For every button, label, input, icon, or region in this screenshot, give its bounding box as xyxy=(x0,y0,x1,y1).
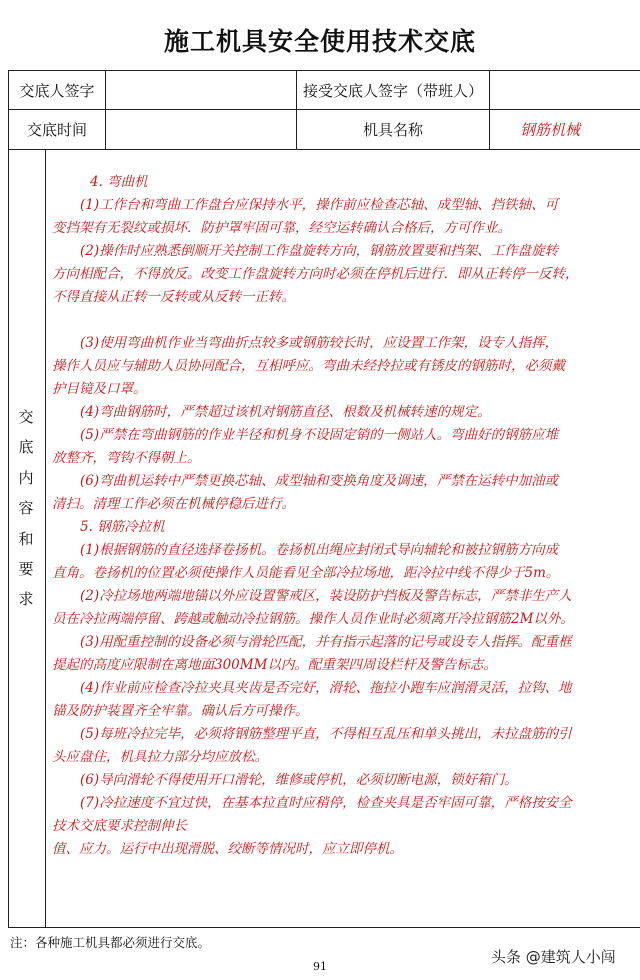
content-line: 不得直接从正转一反转或从反转一正转。 xyxy=(52,289,295,305)
side-label-char: 要 xyxy=(18,560,34,579)
content-requirements-label xyxy=(8,402,44,615)
content-line: (1)根据钢筋的直径选择卷扬机。卷扬机出绳应封闭式导向辅轮和被拉钢筋方向成 xyxy=(80,542,559,558)
content-line: (3)使用弯曲机作业当弯曲折点较多或钢筋较长时，应设置工作架，设专人指挥， xyxy=(80,335,559,351)
content-line: 清扫。清理工作必须在机械停稳后进行。 xyxy=(52,496,295,512)
content-line: (7)冷拉速度不宜过快，在基本拉直时应稍停，检查夹具是否牢固可靠，严格按安全 xyxy=(80,795,572,811)
machine-name-value: 钢筋机械 xyxy=(519,121,580,139)
content-line: (4)弯曲钢筋时，严禁超过该机对钢筋直径、根数及机械转速的规定。 xyxy=(80,404,491,420)
content-line: 直角。卷扬机的位置必须使操作人员能看见全部冷拉场地，距冷拉中线不得少于5m。 xyxy=(52,565,560,581)
receiver-sign-field[interactable] xyxy=(490,71,640,109)
section-heading-bending-machine: 4. 弯曲机 xyxy=(90,174,148,190)
side-label-char: 交 xyxy=(18,408,34,426)
content-line: (2)操作时应熟悉倒顺开关控制工作盘旋转方向，钢筋放置要和挡架、工作盘旋转 xyxy=(80,243,559,259)
document-title: 施工机具安全使用技术交底 xyxy=(163,27,476,56)
content-line: 护目镜及口罩。 xyxy=(52,381,147,397)
content-line: (2)冷拉场地两端地锚以外应设置警戒区，装设防护挡板及警告标志，严禁非生产人 xyxy=(80,588,572,604)
content-line: 技术交底要求控制伸长 xyxy=(52,818,187,834)
side-col-divider xyxy=(45,149,46,928)
content-line: 操作人员应与辅助人员协同配合，互相呼应。弯曲未经拎拉或有锈皮的钢筋时，必须戴 xyxy=(52,358,565,374)
content-line: (5)每班冷拉完毕，必须将钢筋整理平直，不得相互乱压和单头挑出，未拉盘筋的引 xyxy=(80,726,572,742)
content-line: (6)导向滑轮不得使用开口滑轮，维修或停机，必须切断电源，锁好箱门。 xyxy=(80,772,518,788)
footnote: 注：各种施工机具都必须进行交底。 xyxy=(10,935,211,950)
content-line: (5)严禁在弯曲钢筋的作业半径和机身不设固定销的一侧站人。弯曲好的钢筋应堆 xyxy=(80,427,559,443)
content-line: 锚及防护装置齐全牢靠。确认后方可操作。 xyxy=(52,703,309,719)
disclosure-time-label: 交底时间 xyxy=(26,121,87,139)
content-line: 变挡架有无裂纹或损坏．防护罩牢固可靠，经空运转确认合格后，方可作业。 xyxy=(52,220,511,236)
page-number: 91 xyxy=(313,960,327,973)
content-line: 头应盘住，机具拉力部分均应放松。 xyxy=(52,749,268,765)
side-label-char: 底 xyxy=(18,438,34,457)
content-line: (6)弯曲机运转中严禁更换芯轴、成型轴和变换角度及调速，严禁在运转中加油或 xyxy=(80,473,559,489)
receiver-sign-label: 接受交底人签字（带班人） xyxy=(302,81,483,100)
side-label-char: 内 xyxy=(18,468,34,487)
side-label-char: 求 xyxy=(18,590,34,609)
disclosure-time-field[interactable] xyxy=(106,110,296,149)
content-line: (1)工作台和弯曲工作盘台应保持水平，操作前应检查芯轴、成型轴、挡铁轴、可 xyxy=(80,197,559,213)
discloser-sign-label: 交底人签字 xyxy=(19,81,95,100)
side-label-char: 和 xyxy=(18,529,34,548)
discloser-sign-field[interactable] xyxy=(106,71,296,109)
header-row-divider-2 xyxy=(9,149,640,150)
content-line: 提起的高度应限制在离地面300MM以内。配重架四周设栏杆及警告标志。 xyxy=(52,657,497,673)
machine-name-label: 机具名称 xyxy=(362,121,423,139)
section-heading-cold-drawing-machine: 5. 钢筋冷拉机 xyxy=(80,519,165,535)
content-line: 放整齐，弯钩不得朝上。 xyxy=(52,450,201,466)
content-line: 方向相配合，不得放反。改变工作盘旋转方向时必须在停机后进行．即从正转停一反转， xyxy=(52,266,579,282)
content-line: (4)作业前应检查冷拉夹具夹齿是否完好，滑轮、拖拉小跑车应润滑灵活，拉钩、地 xyxy=(80,680,572,696)
content-line: 员在冷拉两端停留、跨越或触动冷拉钢筋。操作人员作业时必须离开冷拉钢筋2M以外。 xyxy=(52,611,574,627)
content-line: (3)用配重控制的设备必须与滑轮匹配，并有指示起落的记号或设专人指挥。配重框 xyxy=(80,634,572,650)
side-label-char: 容 xyxy=(18,499,34,518)
content-line: 值、应力。运行中出现滑脱、绞断等情况时，应立即停机。 xyxy=(52,841,403,857)
watermark: 头条 @建筑人小闯 xyxy=(491,948,616,966)
